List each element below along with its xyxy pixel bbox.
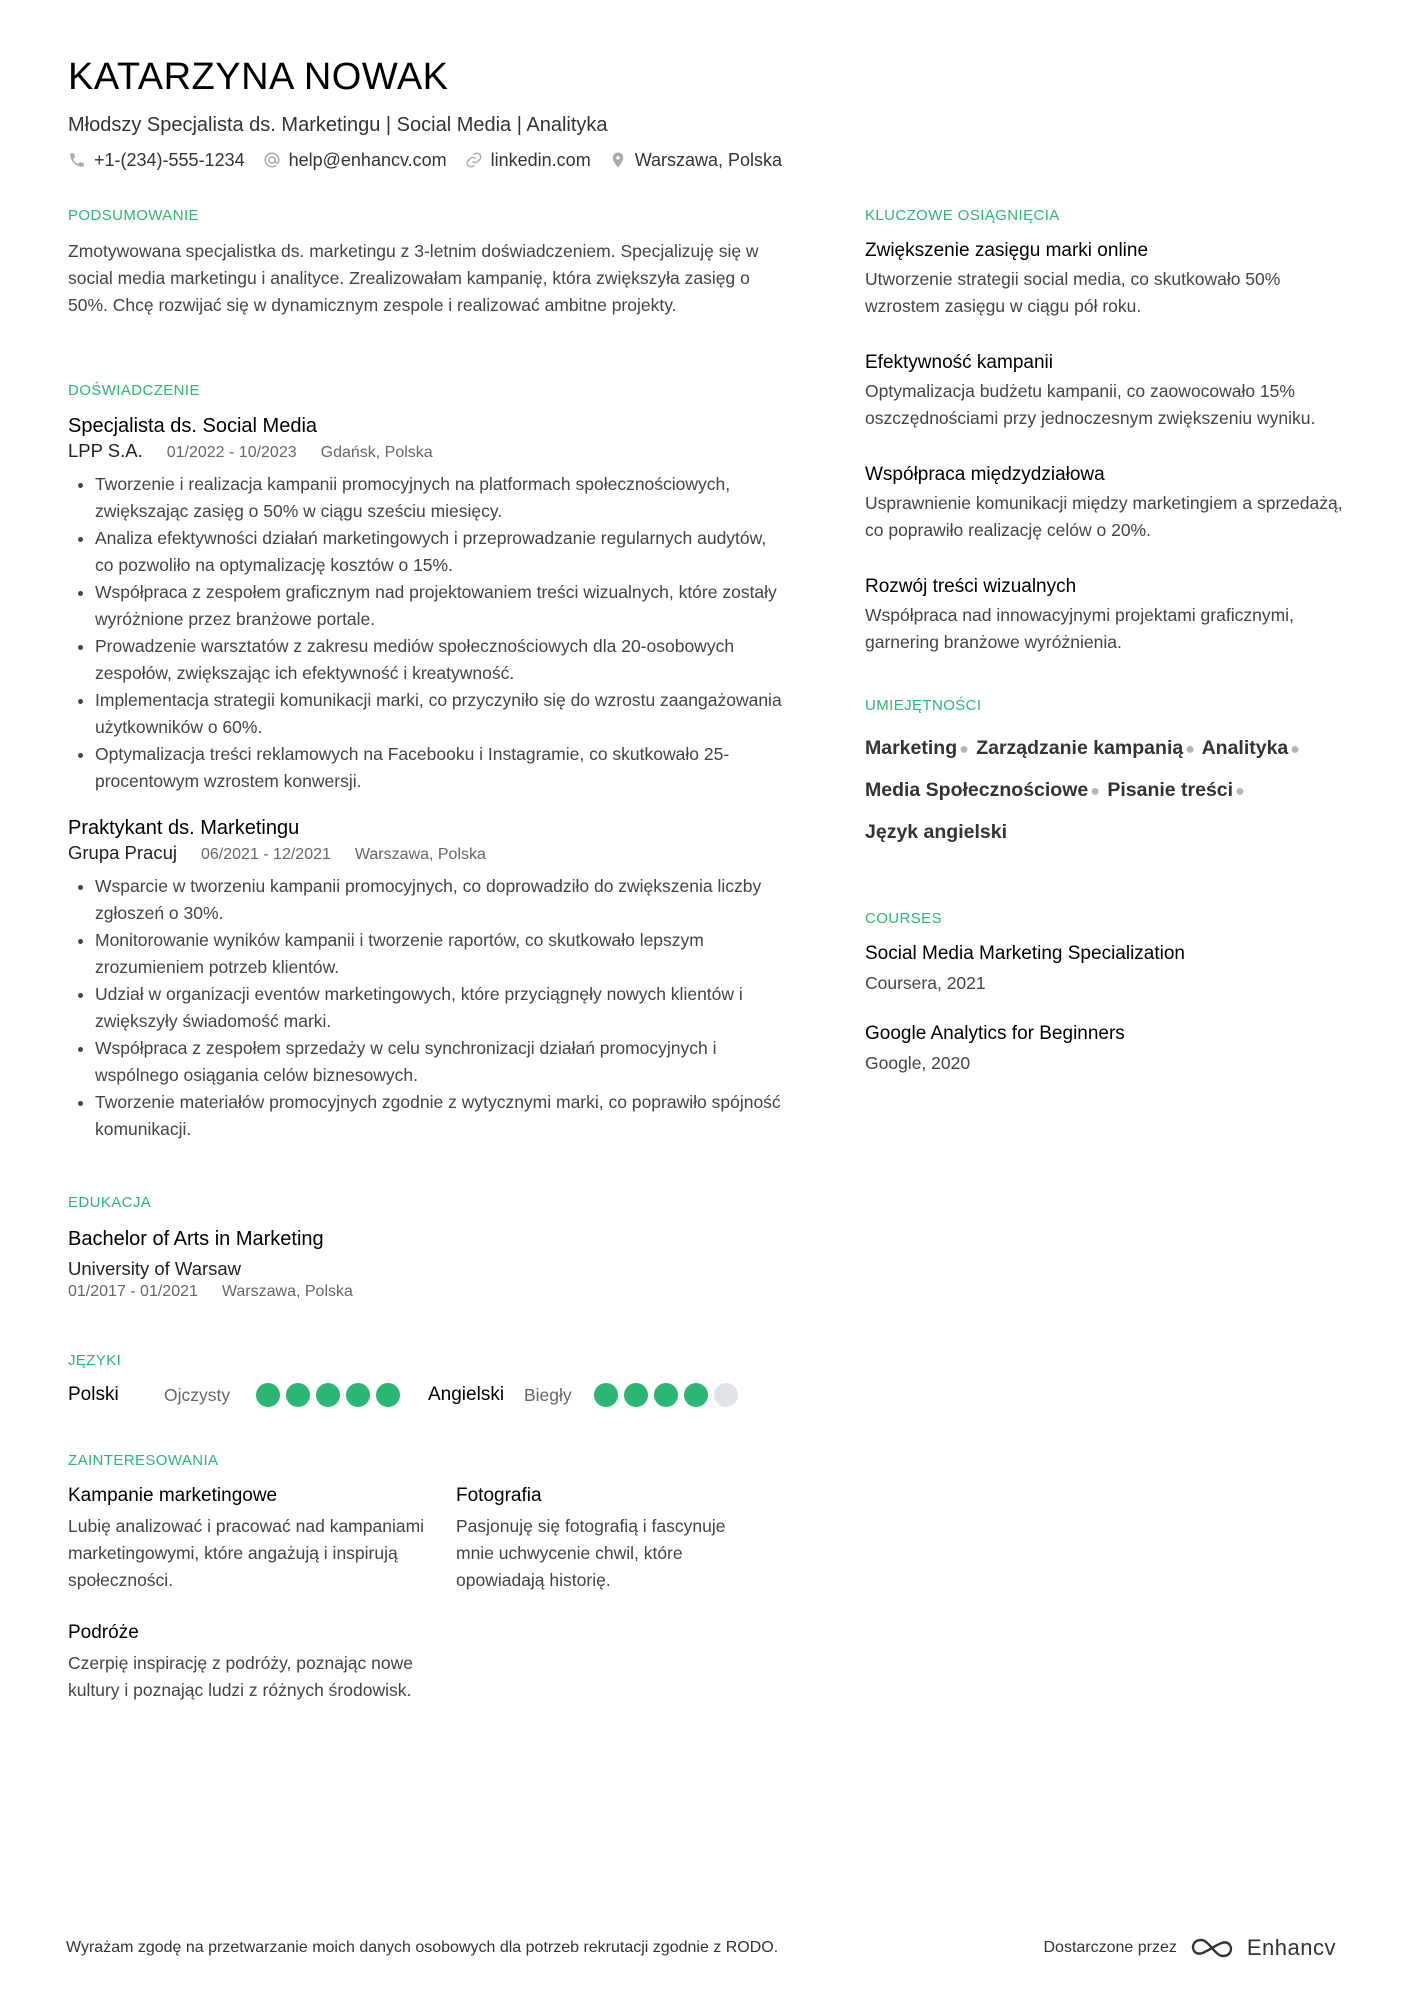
contact-phone <box>68 148 245 172</box>
skill-separator-icon: ● <box>959 741 969 758</box>
language-item <box>428 1383 788 1407</box>
education-meta <box>68 1281 788 1303</box>
contact-email[interactable] <box>263 148 447 172</box>
education-location: Warszawa, Polska <box>221 1283 353 1300</box>
job-bullet: • Współpraca z zespołem sprzedaży w celu synchronizacji działań promocyjnych i wspólnego osiągania celów biznesowych. <box>95 1035 788 1089</box>
language-level: Biegły <box>524 1384 572 1405</box>
skill-tag: Język angielski <box>865 821 1008 843</box>
job-title: Praktykant ds. Marketingu <box>68 817 300 839</box>
candidate-name: KATARZYNA NOWAK <box>68 56 449 98</box>
course-title: Social Media Marketing Specialization <box>865 943 1185 964</box>
link-icon <box>465 151 483 169</box>
job-bullet: • Tworzenie materiałów promocyjnych zgodnie z wytycznymi marki, co poprawiło spójność komunikacji. <box>95 1089 788 1143</box>
education-degree: Bachelor of Arts in Marketing <box>68 1228 324 1250</box>
at-icon <box>263 151 281 169</box>
enhancv-logo-icon <box>1189 1936 1235 1960</box>
candidate-title: Młodszy Specjalista ds. Marketingu | Social Media | Analityka <box>68 114 608 136</box>
achievement-item <box>865 350 1345 432</box>
rating-dot-filled-icon <box>594 1383 618 1407</box>
language-item <box>68 1383 428 1407</box>
job-company: LPP S.A. <box>68 440 143 461</box>
interest-text: Czerpię inspirację z podróży, poznając nowe kultury i poznając ludzi z różnych środowisk. <box>68 1653 413 1700</box>
course-item <box>865 1021 1345 1075</box>
rating-dot-filled-icon <box>346 1383 370 1407</box>
achievement-title: Zwiększenie zasięgu marki online <box>865 240 1149 261</box>
consent-clause: Wyrażam zgodę na przetwarzanie moich danych osobowych dla potrzeb rekrutacji zgodnie z RODO. <box>66 1939 779 1956</box>
job-bullets <box>68 873 788 1143</box>
job-bullet: • Współpraca z zespołem graficznym nad projektowaniem treści wizualnych, które zostały wyróżnione przez branżowe portale. <box>95 579 788 633</box>
contact-bar <box>68 148 1338 172</box>
skill-separator-icon: ● <box>1090 783 1100 800</box>
skill-separator-icon: ● <box>1185 741 1195 758</box>
powered-by-label: Dostarczone przez <box>1043 1939 1177 1956</box>
achievement-title: Rozwój treści wizualnych <box>865 576 1077 597</box>
achievement-text: Utworzenie strategii social media, co skutkowało 50% wzrostem zasięgu w ciągu pół roku. <box>865 269 1281 316</box>
job-dates: 06/2021 - 12/2021 <box>201 846 331 863</box>
course-item <box>865 941 1345 995</box>
achievement-item <box>865 462 1345 544</box>
skill-tag: Analityka <box>1201 737 1289 759</box>
course-meta: Google, 2020 <box>865 1053 971 1073</box>
job-dates: 01/2022 - 10/2023 <box>166 444 297 461</box>
rating-dot-filled-icon <box>684 1383 708 1407</box>
course-meta: Coursera, 2021 <box>865 973 986 993</box>
achievements-heading: KLUCZOWE OSIĄGNIĘCIA <box>865 207 1060 224</box>
achievement-text: Usprawnienie komunikacji między marketingiem a sprzedażą, co poprawiło realizację celów o 20%. <box>865 493 1343 540</box>
interest-item <box>456 1483 786 1594</box>
job-bullet: • Implementacja strategii komunikacji marki, co przyczyniło się do wzrostu zaangażowania użytkowników o 60%. <box>95 687 788 741</box>
rating-dot-filled-icon <box>376 1383 400 1407</box>
skill-tag: Marketing <box>865 737 958 759</box>
education-heading: EDUKACJA <box>68 1194 152 1211</box>
language-rating <box>594 1383 738 1407</box>
achievement-text: Optymalizacja budżetu kampanii, co zaowocowało 15% oszczędnościami przy jednoczesnym zwiększeniu wyniku. <box>865 381 1316 428</box>
summary-text: Zmotywowana specjalistka ds. marketingu z 3-letnim doświadczeniem. Specjalizuję się w social media marketingu i analityce. Zrealizowałam kampanię, która zwiększyła zasięg o 50%. Chcę rozwijać się w dynamicznym zespole i realizować ambitne projekty. <box>68 241 759 315</box>
interest-title: Podróże <box>68 1622 139 1643</box>
language-rating <box>256 1383 400 1407</box>
job-bullet: • Monitorowanie wyników kampanii i tworzenie raportów, co skutkowało lepszym zrozumieniem potrzeb klientów. <box>95 927 788 981</box>
phone-icon <box>68 151 86 169</box>
achievement-title: Efektywność kampanii <box>865 352 1053 373</box>
resume-header <box>68 54 1338 172</box>
job-bullets <box>68 471 788 795</box>
interests-grid <box>68 1483 788 1704</box>
summary-heading: PODSUMOWANIE <box>68 207 199 224</box>
interest-text: Pasjonuję się fotografią i fascynuje mnie uchwycenie chwil, które opowiadają historię. <box>456 1516 726 1590</box>
languages-section <box>68 1351 788 1407</box>
location-pin-icon <box>609 151 627 169</box>
skill-tag: Media Społecznościowe <box>865 779 1089 801</box>
left-column <box>68 206 788 1752</box>
interests-section <box>68 1451 788 1704</box>
experience-heading: DOŚWIADCZENIE <box>68 382 200 399</box>
linkedin-text[interactable]: linkedin.com <box>490 150 591 170</box>
interests-heading: ZAINTERESOWANIA <box>68 1452 219 1469</box>
education-school: University of Warsaw <box>68 1258 242 1279</box>
rating-dot-filled-icon <box>316 1383 340 1407</box>
job-meta <box>68 439 788 465</box>
achievement-item <box>865 574 1345 656</box>
language-level: Ojczysty <box>164 1384 231 1405</box>
education-section <box>68 1193 788 1303</box>
achievement-item <box>865 238 1345 320</box>
interest-item <box>68 1620 456 1704</box>
interest-text: Lubię analizować i pracować nad kampaniami marketingowymi, które angażują i inspirują społeczności. <box>68 1516 425 1590</box>
job-company: Grupa Pracuj <box>68 842 177 863</box>
skill-tag: Zarządzanie kampanią <box>976 737 1184 759</box>
job-meta <box>68 841 788 867</box>
rating-dot-filled-icon <box>286 1383 310 1407</box>
email-text[interactable]: help@enhancv.com <box>288 150 447 170</box>
courses-heading: COURSES <box>865 910 942 927</box>
location-text: Warszawa, Polska <box>634 150 783 170</box>
skills-heading: UMIEJĘTNOŚCI <box>865 697 982 714</box>
contact-linkedin[interactable] <box>465 148 591 172</box>
job-entry <box>68 815 788 1143</box>
rating-dot-filled-icon <box>654 1383 678 1407</box>
job-bullet: • Prowadzenie warsztatów z zakresu mediów społecznościowych dla 20-osobowych zespołów, zwiększając ich efektywność i kreatywność. <box>95 633 788 687</box>
achievement-text: Współpraca nad innowacyjnymi projektami graficznymi, garnering branżowe wyróżnienia. <box>865 605 1294 652</box>
skill-separator-icon: ● <box>1235 783 1245 800</box>
phone-text: +1-(234)-555-1234 <box>94 150 245 170</box>
rating-dot-filled-icon <box>624 1383 648 1407</box>
job-entry <box>68 413 788 795</box>
right-column <box>865 206 1345 1123</box>
languages-heading: JĘZYKI <box>68 1352 122 1369</box>
job-bullet: • Analiza efektywności działań marketingowych i przeprowadzanie regularnych audytów, co pozwoliło na optymalizację kosztów o 15%. <box>95 525 788 579</box>
interest-title: Kampanie marketingowe <box>68 1485 278 1506</box>
job-location: Gdańsk, Polska <box>320 444 433 461</box>
language-name: Angielski <box>428 1384 505 1405</box>
footer <box>66 1935 1336 1961</box>
brand-name: Enhancv <box>1246 1935 1336 1960</box>
achievements-section <box>865 206 1345 656</box>
skill-tag: Pisanie treści <box>1107 779 1234 801</box>
job-bullet: • Udział w organizacji eventów marketingowych, które przyciągnęły nowych klientów i zwiększyły świadomość marki. <box>95 981 788 1035</box>
language-name: Polski <box>68 1384 119 1405</box>
courses-section <box>865 909 1345 1075</box>
interest-title: Fotografia <box>456 1485 542 1506</box>
interest-item <box>68 1483 456 1594</box>
summary-section <box>68 206 788 319</box>
skills-section <box>865 696 1345 853</box>
achievement-title: Współpraca międzydziałowa <box>865 464 1105 485</box>
job-location: Warszawa, Polska <box>354 846 486 863</box>
skills-list <box>865 728 1345 853</box>
skill-separator-icon: ● <box>1290 741 1300 758</box>
job-bullet: • Tworzenie i realizacja kampanii promocyjnych na platformach społecznościowych, zwiększając zasięg o 50% w ciągu sześciu miesięcy. <box>95 471 788 525</box>
rating-dot-empty-icon <box>714 1383 738 1407</box>
contact-location <box>609 148 782 172</box>
experience-section <box>68 381 788 1143</box>
languages-row <box>68 1383 788 1407</box>
job-bullet: • Optymalizacja treści reklamowych na Facebooku i Instagramie, co skutkowało 25-procentowym wzrostem konwersji. <box>95 741 788 795</box>
job-title: Specjalista ds. Social Media <box>68 415 318 437</box>
course-title: Google Analytics for Beginners <box>865 1023 1125 1044</box>
job-bullet: • Wsparcie w tworzeniu kampanii promocyjnych, co doprowadziło do zwiększenia liczby zgłoszeń o 30%. <box>95 873 788 927</box>
education-dates: 01/2017 - 01/2021 <box>68 1283 198 1300</box>
rating-dot-filled-icon <box>256 1383 280 1407</box>
powered-by[interactable] <box>1043 1935 1336 1961</box>
